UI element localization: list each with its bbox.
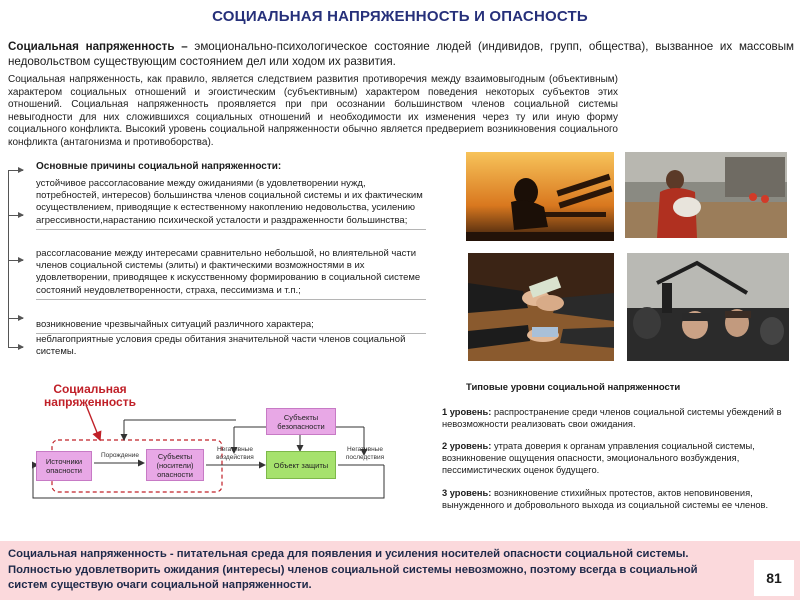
page-title: СОЦИАЛЬНАЯ НАПРЯЖЕННОСТЬ И ОПАСНОСТЬ	[212, 8, 588, 25]
page-number: 81	[754, 560, 794, 596]
level-item	[442, 487, 792, 511]
photo-bribe-handshake	[468, 253, 614, 361]
box-security: Субъекты безопасности	[266, 408, 336, 435]
arrow-icon	[9, 215, 23, 216]
box-sources: Источники опасности	[36, 451, 92, 481]
definition-term: Социальная напряженность –	[8, 40, 188, 53]
arrow-icon	[9, 260, 23, 261]
photo-sad-man-bench	[466, 152, 614, 241]
level-text: возникновение стихийных протестов, актов неповиновения, вынужденного и добровольного выхода из социальной системы ее членов.	[442, 488, 769, 510]
box-object: Объект защиты	[266, 451, 336, 479]
levels-title: Типовые уровни социальной напряженности	[466, 382, 681, 393]
level-item	[442, 440, 792, 476]
footer-text: Социальная напряженность - питательная среда для появления и усиления носителей опасности социальной системы. Полностью удовлетворить ожидания (интересы) членов социальной системы невозможно, поэтому всегда в социальной систем существую очаги социальной напряженности.	[8, 548, 698, 591]
arrow-icon	[9, 170, 23, 171]
level-item	[442, 406, 792, 430]
intro-paragraph: Социальная напряженность, как правило, является следствием развития противоречия между взаимовыгодным (объективным) характером социальных отношений и эгоистическим (субъективным) характером поведения некоторых субъектов этих отношений. Социальная напряженность проявляется при при осознании большинством членов социальной системы невыгодности для них сложившихся социальных отношений и необходимости их изменения через ту или иную форму социального конфликта. Высокий уровень социальной напряженности обычно является предвериem возникновения социального конфликта (антагонизма и противоборства).	[8, 74, 618, 148]
causes-title: Основные причины социальной напряженности:	[36, 161, 282, 172]
photo-protest-crowd	[627, 253, 789, 361]
arrow-icon	[9, 347, 23, 348]
level-label: 3 уровень:	[442, 488, 492, 498]
definition	[8, 39, 794, 69]
level-label: 1 уровень:	[442, 407, 492, 417]
diagram-title: Социальная напряженность	[44, 382, 136, 409]
cause-item: устойчивое рассогласование между ожиданиями (в удовлетворении нужд, потребностей, интересов) большинства членов социальной системы и их фактическим осуществлением, приводящие к естественному накоплению недовольства, усилению агрессивности,нарастанию психической усталости и раздраженности большинства;	[36, 178, 426, 230]
definition-text: эмоционально-психологическое состояние людей (индивидов, групп, общества), вызванное их массовым недовольством существующим состоянием дел или ходом их развития.	[8, 40, 794, 68]
cause-item: возникновение чрезвычайных ситуаций различного характера;	[36, 319, 426, 334]
photo-flood-rescue	[625, 152, 787, 238]
box-carriers: Субъекты (носители) опасности	[146, 449, 204, 481]
label-negative-impact: Негативные воздействия	[216, 446, 254, 461]
level-label: 2 уровень:	[442, 441, 492, 451]
causes-bracket	[8, 170, 23, 348]
level-text: распространение среди членов социальной системы убеждений в невозможности реализовать свои ожидания.	[442, 407, 782, 429]
label-negative-consequences: Негативные последствия	[345, 446, 385, 461]
cause-item: неблагоприятные условия среды обитания значительной части членов социальной системы.	[36, 334, 406, 358]
level-text: утрата доверия к органам управления социальной системы, возникновение ощущения опасности, эмоционального возбуждения, пессимистических оценок будущего.	[442, 441, 755, 475]
arrow-icon	[9, 318, 23, 319]
cause-item: рассогласование между интересами сравнительно небольшой, но влиятельной части членов социальной системы (элиты) и фактическими возможностями в их удовлетворении, приводящее к искусственному формированию в социальной системе состояний неудовлетворенности, страха, пессимизма и т.п.;	[36, 248, 426, 300]
label-generation: Порождение	[100, 452, 140, 459]
